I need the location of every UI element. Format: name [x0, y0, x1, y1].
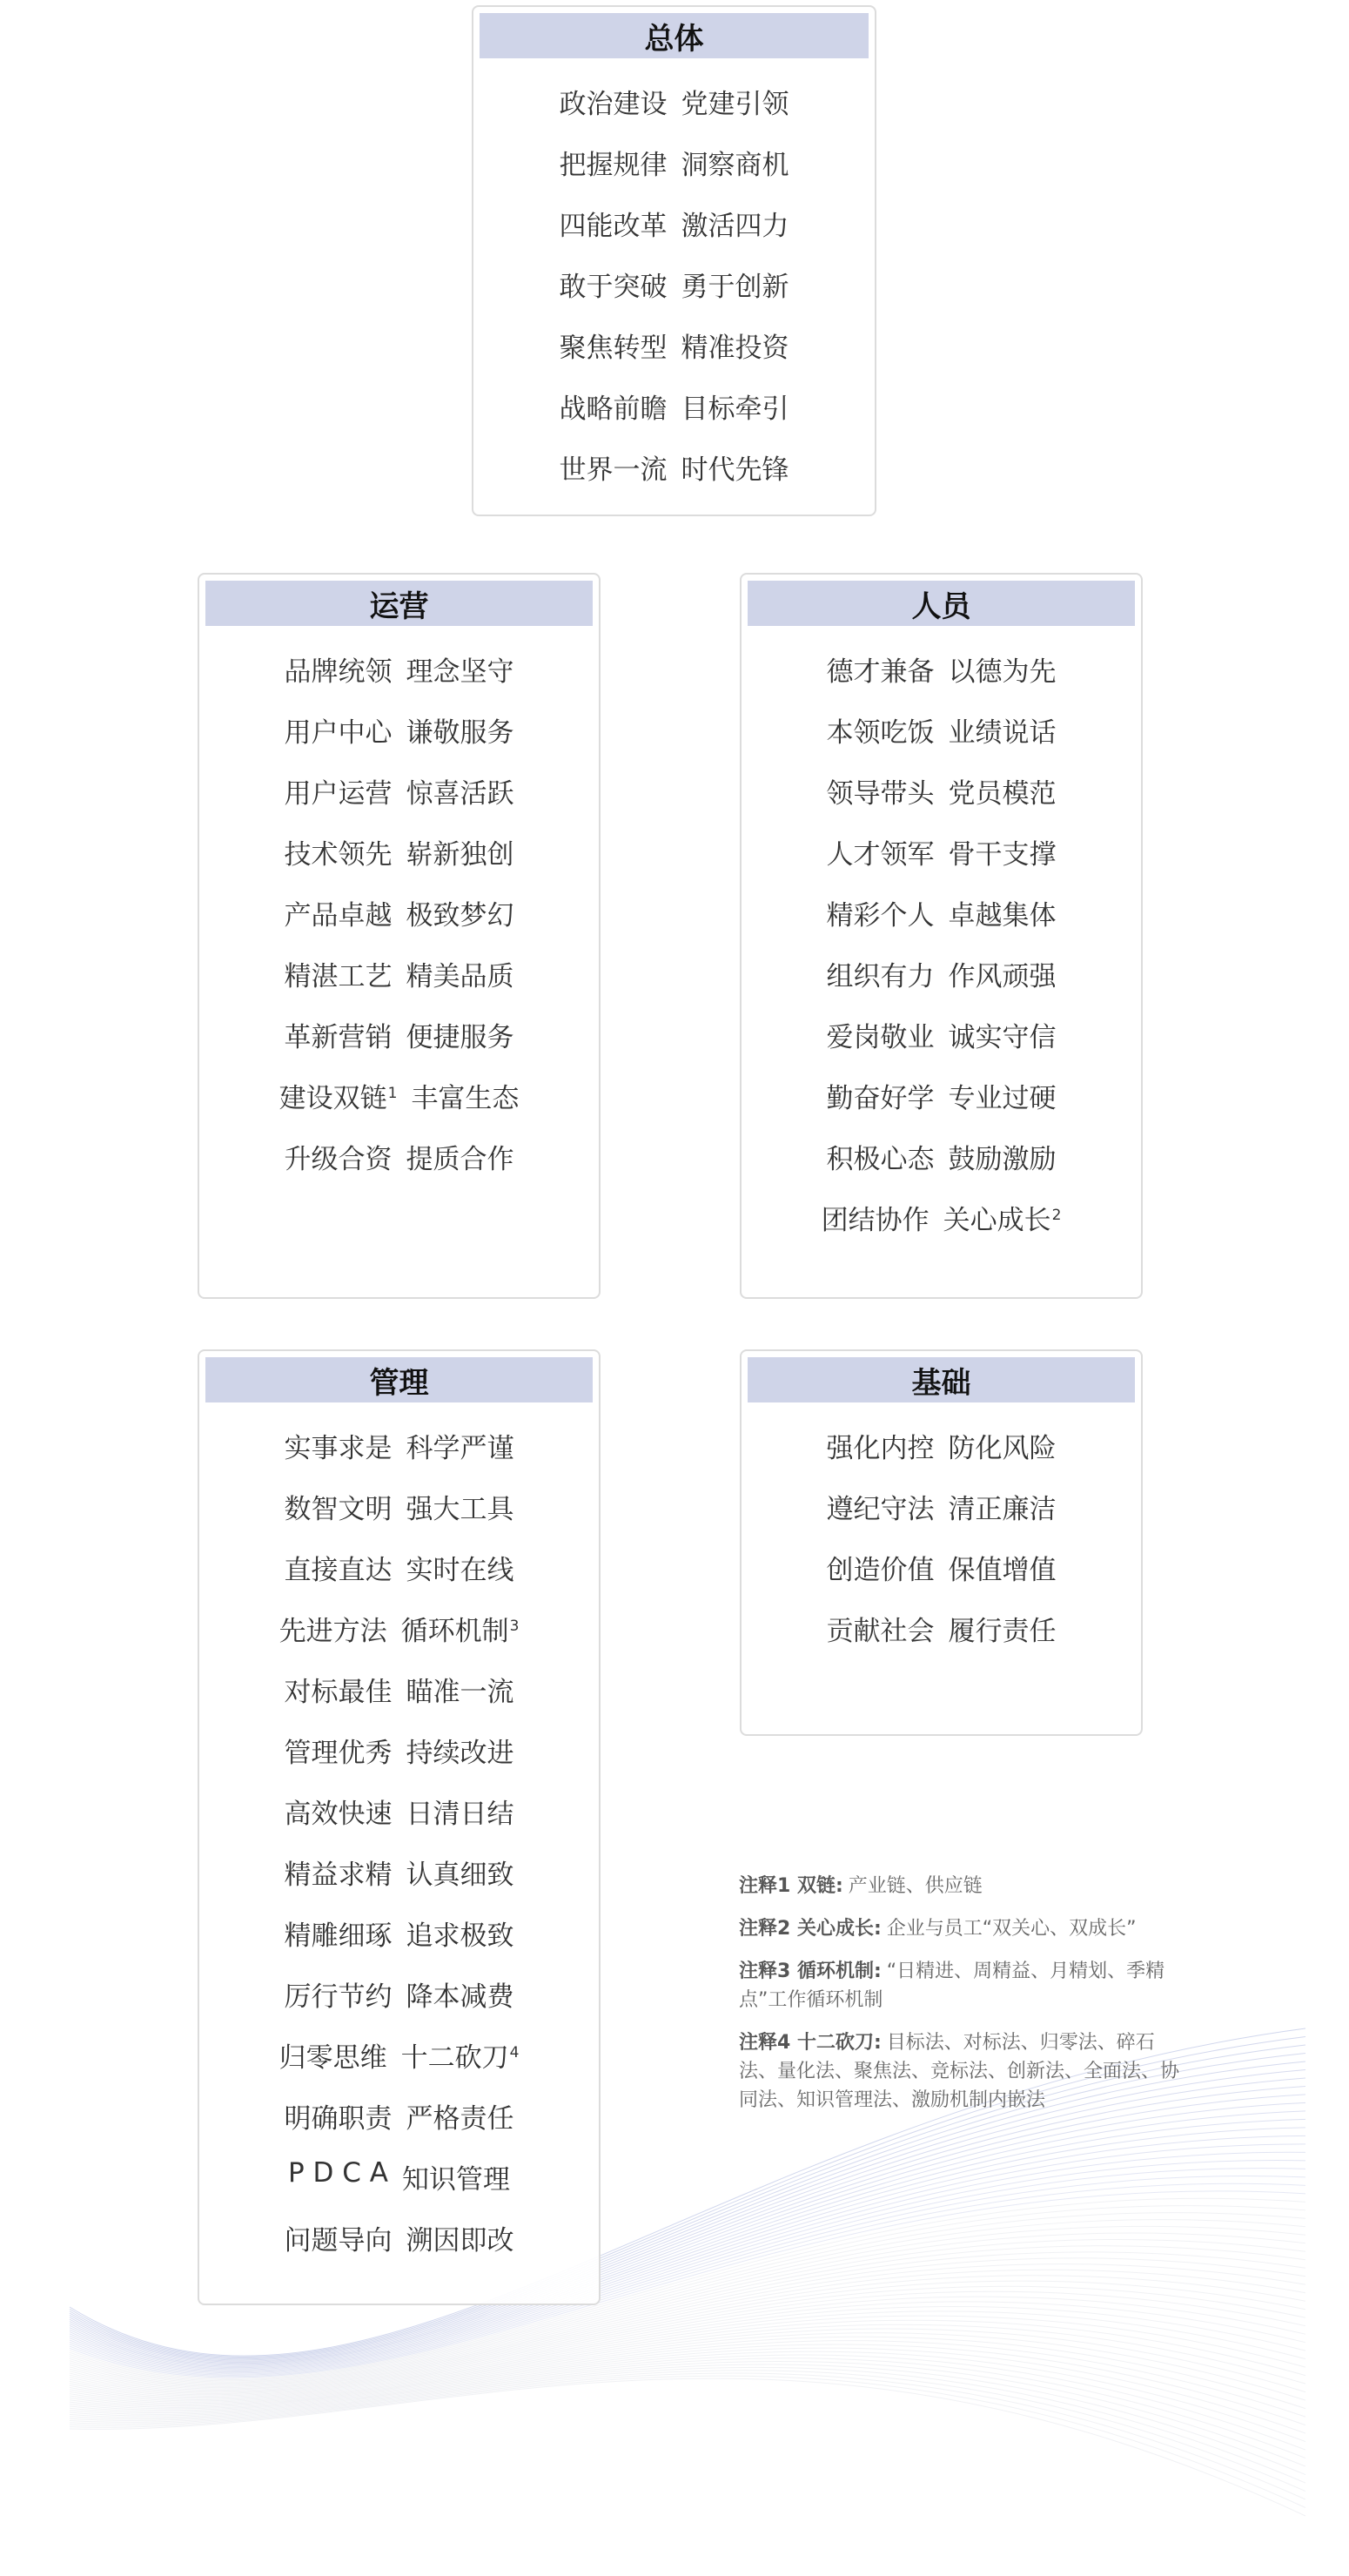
principle-left-text: 聚焦转型: [559, 333, 668, 364]
principle-left-text: 精湛工艺: [284, 961, 393, 992]
principle-left-text: 问题导向: [284, 2225, 393, 2257]
principle-left-text: 领导带头: [826, 778, 935, 810]
principle-right: [681, 82, 789, 121]
principle-right: [406, 1853, 514, 1892]
principle-left: [279, 2035, 387, 2075]
principle-right: [949, 832, 1057, 871]
principle-item: [473, 82, 875, 143]
principle-right-text: 诚实守信: [948, 1022, 1057, 1053]
footnote-marker: 2: [1051, 1206, 1062, 1224]
principle-left: [285, 2218, 393, 2257]
principle-right-text: 追求极致: [406, 1920, 514, 1952]
section-overall: [472, 5, 876, 516]
section-item-list: [199, 1426, 599, 2279]
principle-right-text: 科学严谨: [406, 1433, 514, 1464]
footnotes: [739, 1872, 1191, 2129]
principle-left: [827, 1426, 935, 1465]
principle-right: [949, 954, 1057, 993]
footnote-title: 注释3 循环机制:: [739, 1961, 882, 1982]
principle-right-text: 洞察商机: [681, 150, 789, 181]
principle-right: [406, 1731, 514, 1770]
footnote-marker: 1: [387, 1084, 398, 1102]
principle-right: [406, 1792, 514, 1831]
principle-right: [681, 326, 789, 365]
principle-left-text: 世界一流: [559, 454, 668, 486]
principle-item: [199, 1731, 599, 1792]
principle-item: [199, 1426, 599, 1487]
footnote-text: 产业链、供应链: [848, 1875, 983, 1897]
principle-right-text: 十二砍刀: [400, 2042, 509, 2074]
principle-left: [827, 954, 935, 993]
footnote-text: 企业与员工“双关心、双成长”: [886, 1918, 1137, 1940]
principle-left-text: 爱岗敬业: [826, 1022, 935, 1053]
principle-left-text: 积极心态: [826, 1144, 935, 1175]
principle-right-text: 精准投资: [681, 333, 789, 364]
principle-right-text: 时代先锋: [681, 454, 789, 486]
principle-left: [279, 1609, 387, 1648]
principle-item: [199, 1914, 599, 1974]
section-title: 总体: [480, 13, 869, 58]
principle-right-text: 惊喜活跃: [406, 778, 514, 810]
footnote-marker: 3: [509, 1617, 520, 1635]
principle-left-text: 品牌统领: [284, 656, 393, 688]
principle-left: [285, 1731, 393, 1770]
principle-right-text: 防化风险: [948, 1433, 1057, 1464]
principle-item: [199, 2218, 599, 2279]
principle-item: [199, 1792, 599, 1853]
principle-left: [285, 1548, 393, 1587]
principle-left-text: 创造价值: [826, 1555, 935, 1586]
principle-item: [199, 649, 599, 710]
principle-left-text: 厉行节约: [284, 1981, 393, 2013]
principle-right: [406, 1914, 514, 1953]
principle-left: [285, 1670, 393, 1709]
principle-right: [681, 387, 789, 426]
principle-right: [401, 2035, 520, 2075]
principle-right: [949, 1548, 1057, 1587]
principle-right-text: 极致梦幻: [406, 900, 514, 932]
footnote-2: [739, 1914, 1191, 1943]
principle-left-text: 强化内控: [826, 1433, 935, 1464]
principle-item: [199, 1853, 599, 1914]
principle-right: [406, 954, 514, 993]
principle-item: [199, 2157, 599, 2218]
principle-left: [279, 1076, 398, 1115]
principle-item: [199, 1548, 599, 1609]
principle-left-text: 技术领先: [284, 839, 393, 871]
principle-left: [560, 387, 668, 426]
principle-left-text: 建设双链: [279, 1083, 387, 1114]
principle-right-text: 认真细致: [406, 1860, 514, 1891]
principle-right: [406, 2218, 514, 2257]
section-item-list: [473, 82, 875, 508]
footnote-title: 注释1 双链:: [739, 1875, 843, 1897]
principle-left-text: 德才兼备: [826, 656, 935, 688]
section-title: 运营: [205, 581, 593, 626]
principle-right: [401, 1609, 520, 1648]
principle-left: [560, 82, 668, 121]
principle-left: [285, 1974, 393, 2014]
principle-item: [742, 832, 1141, 893]
principle-left: [827, 1487, 935, 1526]
principle-right-text: 清正廉洁: [948, 1494, 1057, 1525]
principle-left-text: 数智文明: [284, 1494, 393, 1525]
principle-item: [473, 204, 875, 265]
principle-right-text: 骨干支撑: [948, 839, 1057, 871]
principle-left: [285, 1914, 393, 1953]
principle-left: [288, 2157, 388, 2189]
principle-left-text: 战略前瞻: [559, 393, 668, 425]
principle-item: [199, 1974, 599, 2035]
principle-item: [742, 1609, 1141, 1670]
principle-right: [406, 649, 514, 689]
principle-right: [943, 1198, 1062, 1237]
principle-right: [681, 143, 789, 182]
principle-left: [560, 447, 668, 487]
principle-right-text: 提质合作: [406, 1144, 514, 1175]
section-management: [198, 1349, 601, 2305]
principle-item: [199, 1015, 599, 1076]
footnote-title: 注释2 关心成长:: [739, 1918, 882, 1940]
section-operations: [198, 573, 601, 1299]
principle-left-text: 勤奋好学: [826, 1083, 935, 1114]
principle-left-text: 管理优秀: [284, 1738, 393, 1769]
principle-right-text: 专业过硬: [948, 1083, 1057, 1114]
principle-right: [406, 1426, 514, 1465]
principle-right: [406, 1015, 514, 1054]
principle-item: [742, 1076, 1141, 1137]
principle-right: [406, 1137, 514, 1176]
principle-right-text: 精美品质: [406, 961, 514, 992]
principle-left-text: 四能改革: [559, 211, 668, 242]
principle-right-text: 强大工具: [406, 1494, 514, 1525]
section-item-list: [742, 1426, 1141, 1670]
principle-right-text: 理念坚守: [406, 656, 514, 688]
principle-right-text: 降本减费: [406, 1981, 514, 2013]
principle-right-text: 鼓励激励: [948, 1144, 1057, 1175]
principle-item: [473, 143, 875, 204]
principle-left-text: 明确职责: [284, 2103, 393, 2135]
principle-left: [560, 265, 668, 304]
principle-right: [949, 893, 1057, 932]
principle-item: [742, 954, 1141, 1015]
principle-right: [949, 1076, 1057, 1115]
principle-item: [199, 832, 599, 893]
principle-left-text: 精雕细琢: [284, 1920, 393, 1952]
footnote-3: [739, 1957, 1191, 2014]
principle-right-text: 勇于创新: [681, 272, 789, 303]
footnote-4: [739, 2028, 1191, 2115]
principle-left-text: 升级合资: [284, 1144, 393, 1175]
principle-item: [742, 649, 1141, 710]
principle-item: [199, 1137, 599, 1198]
principle-left-text: 用户运营: [284, 778, 393, 810]
principle-item: [742, 1137, 1141, 1198]
principle-right-text: 知识管理: [401, 2164, 510, 2196]
principle-left: [822, 1198, 930, 1237]
principle-right: [949, 1609, 1057, 1648]
principle-right: [406, 893, 514, 932]
principle-left: [285, 710, 393, 750]
section-foundation: [740, 1349, 1143, 1736]
principle-right-text: 瞄准一流: [406, 1677, 514, 1708]
footnote-1: [739, 1872, 1191, 1900]
principle-left: [827, 1548, 935, 1587]
section-item-list: [199, 649, 599, 1198]
principle-left-text: 高效快速: [284, 1799, 393, 1830]
principle-item: [742, 1426, 1141, 1487]
section-item-list: [742, 649, 1141, 1259]
principle-left-text: 精彩个人: [826, 900, 935, 932]
principle-right: [406, 832, 514, 871]
section-title: 基础: [748, 1357, 1135, 1402]
principle-right-text: 履行责任: [948, 1616, 1057, 1647]
principle-left-text: P D C A: [288, 2157, 388, 2189]
principle-right: [949, 1137, 1057, 1176]
principle-right: [406, 2096, 514, 2135]
principle-right: [949, 710, 1057, 750]
principle-right: [681, 265, 789, 304]
footnote-text: 目标法、对标法、归零法、碎石法、量化法、聚焦法、竞标法、创新法、全面法、协同法、知识管理法、激励机制内嵌法: [739, 2032, 1180, 2111]
principle-right: [406, 710, 514, 750]
principle-left-text: 团结协作: [821, 1205, 930, 1236]
principle-left: [285, 954, 393, 993]
principle-item: [742, 1487, 1141, 1548]
principle-left: [285, 1137, 393, 1176]
principle-left-text: 贡献社会: [826, 1616, 935, 1647]
principle-right-text: 谦敬服务: [406, 717, 514, 749]
principle-right: [406, 1548, 514, 1587]
section-people: [740, 573, 1143, 1299]
principle-left-text: 精益求精: [284, 1860, 393, 1891]
principle-right-text: 以德为先: [948, 656, 1057, 688]
footnote-title: 注释4 十二砍刀:: [739, 2032, 882, 2054]
principle-left-text: 敢于突破: [559, 272, 668, 303]
principle-right: [406, 771, 514, 810]
principle-right-text: 循环机制: [400, 1616, 509, 1647]
principle-item: [473, 387, 875, 447]
principle-left-text: 直接直达: [284, 1555, 393, 1586]
principle-right: [949, 1487, 1057, 1526]
principle-item: [199, 1487, 599, 1548]
principle-left: [285, 832, 393, 871]
footnote-marker: 4: [509, 2043, 520, 2061]
principle-left: [285, 1853, 393, 1892]
principle-left: [560, 143, 668, 182]
principle-left-text: 把握规律: [559, 150, 668, 181]
principle-right: [406, 1974, 514, 2014]
principle-right: [406, 1670, 514, 1709]
principle-left: [285, 1426, 393, 1465]
principle-right: [411, 1076, 519, 1115]
principle-item: [742, 893, 1141, 954]
principle-item: [742, 1548, 1141, 1609]
principle-left-text: 本领吃饭: [826, 717, 935, 749]
principle-right: [949, 771, 1057, 810]
footnote-text: “日精进、周精益、月精划、季精点”工作循环机制: [739, 1961, 1165, 2011]
principle-right-text: 便捷服务: [406, 1022, 514, 1053]
principle-left: [285, 649, 393, 689]
principle-left: [827, 1609, 935, 1648]
principle-left: [827, 832, 935, 871]
principle-item: [199, 710, 599, 771]
principle-left-text: 实事求是: [284, 1433, 393, 1464]
principle-item: [199, 893, 599, 954]
principle-right: [949, 649, 1057, 689]
principle-right-text: 崭新独创: [406, 839, 514, 871]
principle-left-text: 遵纪守法: [826, 1494, 935, 1525]
principle-left: [827, 1137, 935, 1176]
principle-right-text: 卓越集体: [948, 900, 1057, 932]
principle-left: [285, 1015, 393, 1054]
principle-right: [681, 447, 789, 487]
principle-item: [473, 447, 875, 508]
principle-left-text: 对标最佳: [284, 1677, 393, 1708]
principle-item: [199, 2035, 599, 2096]
principle-right-text: 业绩说话: [948, 717, 1057, 749]
principle-left: [285, 771, 393, 810]
section-title: 管理: [205, 1357, 593, 1402]
principle-right-text: 党建引领: [681, 89, 789, 120]
principle-item: [473, 326, 875, 387]
principle-right: [949, 1426, 1057, 1465]
principle-left-text: 政治建设: [559, 89, 668, 120]
principle-left-text: 人才领军: [826, 839, 935, 871]
principle-item: [742, 1015, 1141, 1076]
principle-right-text: 关心成长: [943, 1205, 1051, 1236]
principle-left: [827, 649, 935, 689]
principle-item: [199, 2096, 599, 2157]
principle-left: [285, 893, 393, 932]
principle-left: [285, 1792, 393, 1831]
principle-right-text: 日清日结: [406, 1799, 514, 1830]
principle-left-text: 先进方法: [279, 1616, 387, 1647]
principle-item: [199, 771, 599, 832]
principle-right-text: 实时在线: [406, 1555, 514, 1586]
principle-item: [199, 1609, 599, 1670]
principle-right-text: 持续改进: [406, 1738, 514, 1769]
principle-right-text: 丰富生态: [411, 1083, 520, 1114]
principle-right-text: 激活四力: [681, 211, 789, 242]
principle-item: [473, 265, 875, 326]
principle-left: [827, 893, 935, 932]
principle-right-text: 党员模范: [948, 778, 1057, 810]
principle-left: [285, 2096, 393, 2135]
principle-left: [827, 710, 935, 750]
section-title: 人员: [748, 581, 1135, 626]
principle-item: [199, 954, 599, 1015]
principle-left-text: 用户中心: [284, 717, 393, 749]
principle-left: [827, 1076, 935, 1115]
principle-left: [285, 1487, 393, 1526]
principle-item: [199, 1670, 599, 1731]
principle-left-text: 革新营销: [284, 1022, 393, 1053]
principle-right: [681, 204, 789, 243]
principle-item: [742, 1198, 1141, 1259]
principle-left-text: 组织有力: [826, 961, 935, 992]
principle-right-text: 保值增值: [948, 1555, 1057, 1586]
principle-left-text: 产品卓越: [284, 900, 393, 932]
principle-left: [560, 204, 668, 243]
principle-left: [827, 1015, 935, 1054]
principle-right-text: 溯因即改: [406, 2225, 514, 2257]
principle-left: [560, 326, 668, 365]
principle-item: [199, 1076, 599, 1137]
principle-left-text: 归零思维: [279, 2042, 387, 2074]
principle-right-text: 作风顽强: [948, 961, 1057, 992]
principle-right-text: 严格责任: [406, 2103, 514, 2135]
principle-right: [402, 2157, 510, 2196]
principle-left: [827, 771, 935, 810]
principle-item: [742, 771, 1141, 832]
principle-right-text: 目标牵引: [681, 393, 789, 425]
principle-right: [406, 1487, 514, 1526]
principle-item: [742, 710, 1141, 771]
principle-right: [949, 1015, 1057, 1054]
